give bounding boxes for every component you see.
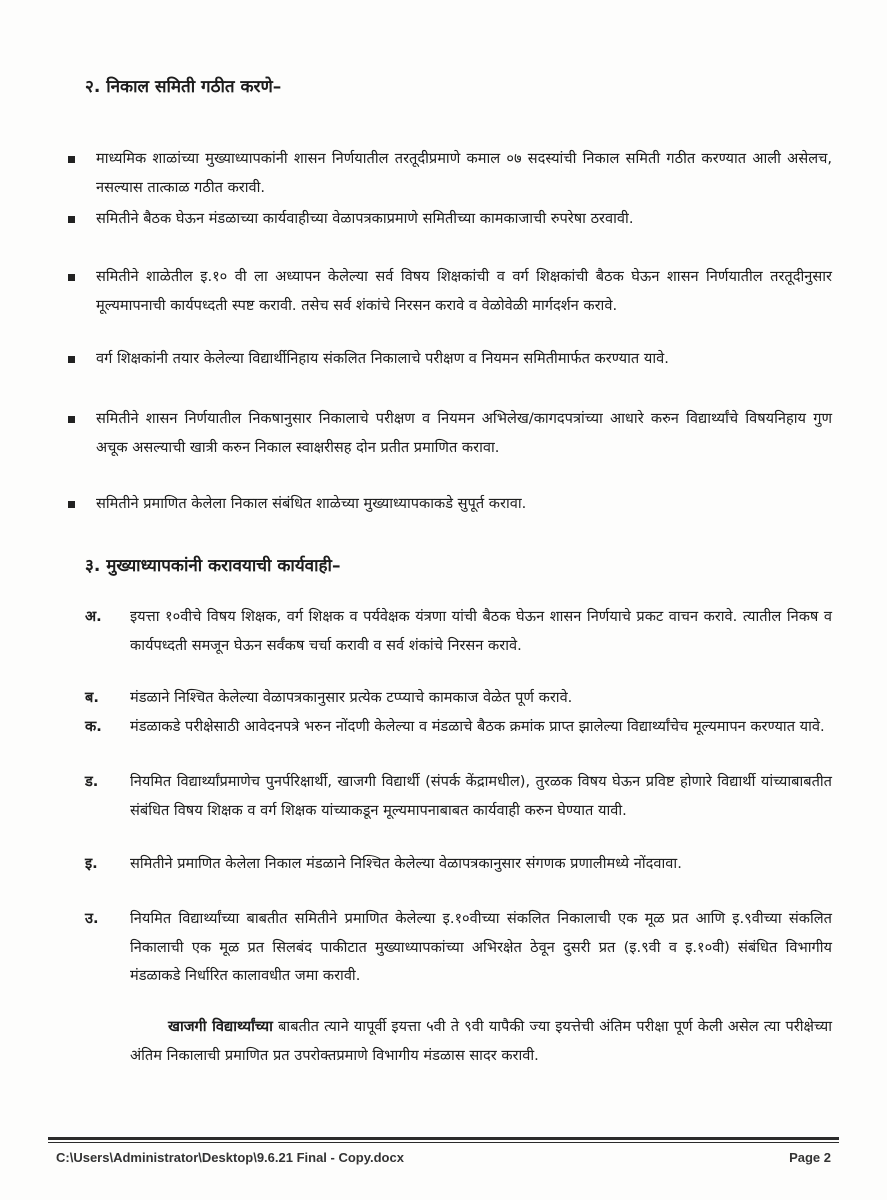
item-marker: उ. xyxy=(85,910,99,927)
list-item-text: इयत्ता १०वीचे विषय शिक्षक, वर्ग शिक्षक व पर्यवेक्षक यंत्रणा यांची बैठक घेऊन शासन निर्णयाचे प्रकट वाचन करावे. त्यातील निकष व कार्यपध्दती समजून घेऊन सर्वंकष चर्चा करावी व सर्व शंकांचे निरसन करावे. xyxy=(130,608,832,654)
list-item xyxy=(60,490,832,519)
footer-divider-thin xyxy=(48,1142,839,1143)
section-3-list xyxy=(85,603,832,660)
list-item-text: नियमित विद्यार्थ्यांप्रमाणेच पुनर्परिक्षार्थी, खाजगी विद्यार्थी (संपर्क केंद्रामधील), तुरळक विषय घेऊन प्रविष्ट होणारे विद्यार्थी यांच्याबाबतीत संबंधित विषय शिक्षक व वर्ग शिक्षक यांच्याकडून मूल्यमापनाबाबत कार्यवाही करुन घेण्यात यावी. xyxy=(130,773,832,819)
list-item xyxy=(60,405,832,462)
list-item-text: वर्ग शिक्षकांनी तयार केलेल्या विद्यार्थीनिहाय संकलित निकालाचे परीक्षण व नियमन समितीमार्फत करण्यात यावे. xyxy=(96,350,669,367)
list-item-text: मंडळाने निश्चित केलेल्या वेळापत्रकानुसार प्रत्येक टप्प्याचे कामकाज वेळेत पूर्ण करावे. xyxy=(130,689,573,706)
list-item-text: समितीने शाळेतील इ.१० वी ला अध्यापन केलेल्या सर्व विषय शिक्षकांची व वर्ग शिक्षकांची बैठक घेऊन शासन निर्णयातील तरतूदीनुसार मूल्यमापनाची कार्यपध्दती स्पष्ट करावी. तसेच सर्व शंकांचे निरसन करावे व वेळोवेळी मार्गदर्शन करावे. xyxy=(96,268,832,314)
list-item xyxy=(85,768,832,825)
section-2-list xyxy=(60,490,832,519)
list-item xyxy=(85,905,832,991)
bullet-square-icon xyxy=(68,501,75,508)
list-item-text: समितीने प्रमाणित केलेला निकाल संबंधित शाळेच्या मुख्याध्यापकाकडे सुपूर्त करावा. xyxy=(96,495,527,512)
footer-divider xyxy=(48,1137,839,1140)
bullet-square-icon xyxy=(68,156,75,163)
list-item-text: समितीने प्रमाणित केलेला निकाल मंडळाने निश्चित केलेल्या वेळापत्रकानुसार संगणक प्रणालीमध्ये नोंदवावा. xyxy=(130,855,682,872)
section-3-list xyxy=(85,768,832,825)
bullet-square-icon xyxy=(68,216,75,223)
section-2-heading: २. निकाल समिती गठीत करणे– xyxy=(85,77,282,97)
bullet-square-icon xyxy=(68,274,75,281)
private-students-lead: खाजगी विद्यार्थ्यांच्या xyxy=(168,1018,273,1035)
section-2-list xyxy=(60,205,832,234)
section-2-list xyxy=(60,263,832,320)
footer-page-number: Page 2 xyxy=(789,1150,831,1165)
list-item-text: नियमित विद्यार्थ्यांच्या बाबतीत समितीने प्रमाणित केलेल्या इ.१०वीच्या संकलित निकालाची एक मूळ प्रत आणि इ.९वीच्या संकलित निकालाची एक मूळ प्रत सिलबंद पाकीटात मुख्याध्यापकांच्या अभिरक्षेत ठेवून दुसरी प्रत (इ.९वी व इ.१०वी) संबंधित विभागीय मंडळाकडे निर्धारित कालावधीत जमा करावी. xyxy=(130,910,832,984)
item-marker: इ. xyxy=(85,855,98,872)
list-item-text: समितीने बैठक घेऊन मंडळाच्या कार्यवाहीच्या वेळापत्रकाप्रमाणे समितीच्या कामकाजाची रुपरेषा ठरवावी. xyxy=(96,210,634,227)
list-item-text: मंडळाकडे परीक्षेसाठी आवेदनपत्रे भरुन नोंदणी केलेल्या व मंडळाचे बैठक क्रमांक प्राप्त झालेल्या विद्यार्थ्यांचेच मूल्यमापन करण्यात यावे. xyxy=(130,718,825,735)
list-item xyxy=(85,603,832,660)
private-students-text: बाबतीत त्याने यापूर्वी इयत्ता ५वी ते ९वी यापैकी ज्या इयत्तेची अंतिम परीक्षा पूर्ण केली असेल त्या परीक्षेच्या अंतिम निकालाची प्रमाणित प्रत उपरोक्तप्रमाणे विभागीय मंडळास सादर करावी. xyxy=(130,1018,832,1064)
item-marker: ब. xyxy=(85,689,99,706)
section-2-list xyxy=(60,145,832,202)
item-marker: अ. xyxy=(85,608,102,625)
item-marker: क. xyxy=(85,718,102,735)
section-2-list xyxy=(60,405,832,462)
section-3-heading: ३. मुख्याध्यापकांनी करावयाची कार्यवाही– xyxy=(85,556,341,576)
section-3-list xyxy=(85,905,832,991)
item-marker: ड. xyxy=(85,773,99,790)
list-item xyxy=(85,684,832,713)
list-item xyxy=(60,345,832,374)
list-item xyxy=(60,145,832,202)
section-2-list xyxy=(60,345,832,374)
list-item-text: माध्यमिक शाळांच्या मुख्याध्यापकांनी शासन निर्णयातील तरतूदीप्रमाणे कमाल ०७ सदस्यांची निकाल समिती गठीत करण्यात आली असेलच, नसल्यास तात्काळ गठीत करावी. xyxy=(96,150,832,196)
list-item-text: समितीने शासन निर्णयातील निकषानुसार निकालाचे परीक्षण व नियमन अभिलेख/कागदपत्रांच्या आधारे करुन विद्यार्थ्यांचे विषयनिहाय गुण अचूक असल्याची खात्री करुन निकाल स्वाक्षरीसह दोन प्रतीत प्रमाणित करावा. xyxy=(96,410,832,456)
section-3-list xyxy=(85,850,832,879)
list-item xyxy=(60,205,832,234)
bullet-square-icon xyxy=(68,416,75,423)
section-3-list xyxy=(85,684,832,713)
list-item xyxy=(60,263,832,320)
section-3-list xyxy=(85,713,832,742)
list-item xyxy=(85,713,832,742)
private-students-paragraph xyxy=(130,1013,832,1070)
list-item xyxy=(85,850,832,879)
bullet-square-icon xyxy=(68,356,75,363)
footer-file-path: C:\Users\Administrator\Desktop\9.6.21 Final - Copy.docx xyxy=(56,1150,404,1165)
